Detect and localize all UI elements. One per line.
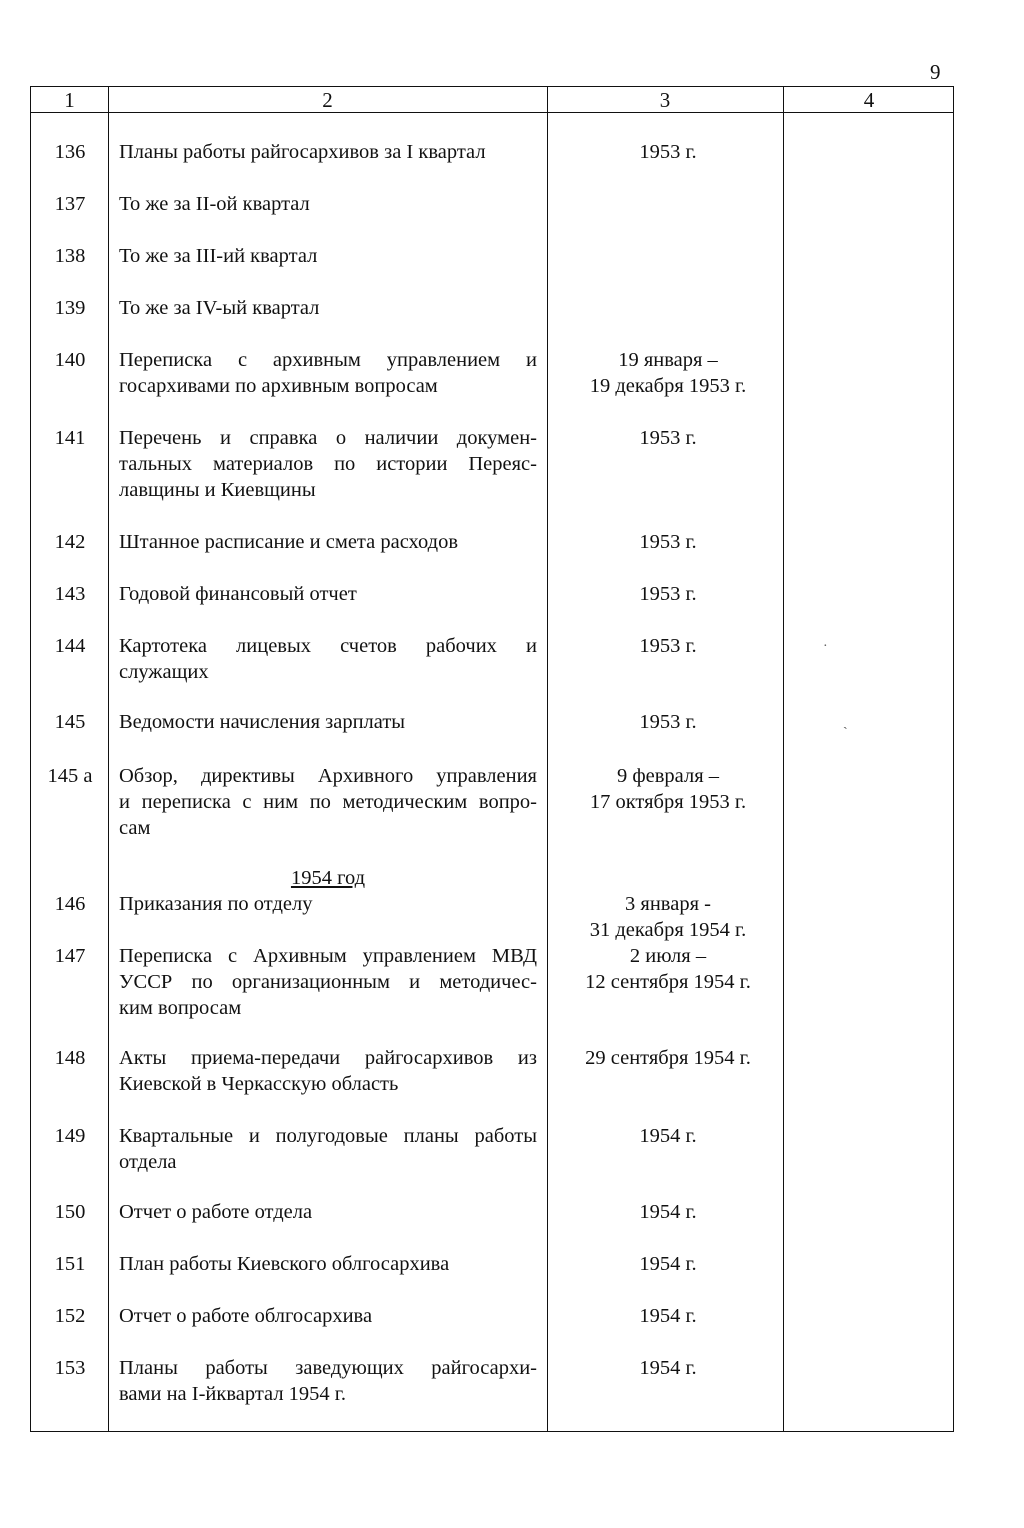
date-line: 1953 г.	[639, 141, 697, 163]
column-header-1: 1	[64, 88, 75, 112]
row-description	[119, 633, 537, 685]
row-date	[550, 1355, 786, 1381]
date-line: 1954 г.	[639, 1357, 697, 1379]
date-line: 1953 г.	[639, 531, 697, 553]
row-description	[119, 529, 537, 555]
row-number: 153	[54, 1357, 86, 1379]
row-number: 147	[54, 945, 86, 967]
row-number: 136	[54, 141, 86, 163]
date-line: 1953 г.	[639, 583, 697, 605]
row-date	[550, 1199, 786, 1225]
column-header-3: 3	[659, 88, 671, 112]
description-line: Штанное расписание и смета расходов	[119, 531, 459, 553]
row-description	[119, 1045, 537, 1097]
row-number: 140	[54, 349, 86, 371]
date-line: 1954 г.	[639, 1125, 697, 1147]
date-line: 17 октября 1953 г.	[589, 791, 747, 813]
date-line: 1953 г.	[639, 635, 697, 657]
description-line: госархивами по архивным вопросам	[119, 375, 438, 397]
column-header-4: 4	[863, 88, 875, 112]
row-date	[550, 1045, 786, 1071]
description-line: Отчет о работе облгосархива	[119, 1305, 373, 1327]
page-number: 9	[930, 60, 941, 84]
row-date	[550, 139, 786, 165]
date-line: 1954 г.	[639, 1253, 697, 1275]
column-divider	[783, 87, 784, 1431]
row-date	[550, 709, 786, 735]
description-line: Переписка с Архивным управлением МВД	[119, 945, 537, 967]
description-line: То же за IV-ый квартал	[119, 297, 320, 319]
description-line: То же за II-ой квартал	[119, 193, 310, 215]
row-date	[550, 347, 786, 399]
description-line: Приказания по отделу	[119, 893, 313, 915]
row-number: 148	[54, 1047, 86, 1069]
description-line: План работы Киевского облгосархива	[119, 1253, 450, 1275]
description-line: Квартальные и полугодовые планы работы	[119, 1125, 537, 1147]
date-line: 9 февраля –	[617, 765, 719, 787]
description-line: тальных материалов по истории Переяс-	[119, 453, 537, 475]
description-line: служащих	[119, 661, 209, 683]
row-date	[550, 763, 786, 815]
column-divider	[547, 87, 548, 1431]
row-description	[119, 347, 537, 399]
date-line: 1954 г.	[639, 1201, 697, 1223]
description-line: Переписка с архивным управлением и	[119, 349, 537, 371]
description-line: ким вопросам	[119, 997, 242, 1019]
scan-speck: ·	[823, 639, 828, 654]
date-line: 19 декабря 1953 г.	[589, 375, 747, 397]
row-description	[119, 243, 537, 269]
description-line: Годовой финансовый отчет	[119, 583, 357, 605]
row-description	[119, 709, 537, 735]
row-number: 142	[54, 531, 86, 553]
description-line: Планы работы заведующих райгосархи-	[119, 1357, 537, 1379]
row-number: 138	[54, 245, 86, 267]
row-number: 143	[54, 583, 86, 605]
description-line: Планы работы райгосархивов за I квартал	[119, 141, 486, 163]
description-line: Перечень и справка о наличии докумен-	[119, 427, 537, 449]
date-line: 19 января –	[618, 349, 718, 371]
date-line: 1953 г.	[639, 427, 697, 449]
row-description	[119, 191, 537, 217]
date-line: 29 сентября 1954 г.	[585, 1047, 751, 1069]
description-line: Отчет о работе отдела	[119, 1201, 313, 1223]
row-date	[550, 581, 786, 607]
description-line: УССР по организационным и методичес-	[119, 971, 537, 993]
row-number: 146	[54, 893, 86, 915]
date-line: 3 января -	[625, 893, 711, 915]
row-description	[119, 763, 537, 841]
row-date	[550, 943, 786, 995]
column-header-2: 2	[322, 88, 333, 112]
row-description	[119, 1123, 537, 1175]
row-number: 139	[54, 297, 86, 319]
row-description	[119, 1303, 537, 1329]
row-number: 144	[54, 635, 86, 657]
date-line: 1954 г.	[639, 1305, 697, 1327]
description-line: отдела	[119, 1151, 177, 1173]
row-number: 145 а	[47, 765, 93, 787]
row-date	[550, 425, 786, 451]
row-description	[119, 425, 537, 503]
header-divider	[31, 112, 953, 113]
date-line: 1953 г.	[639, 711, 697, 733]
row-date	[550, 1303, 786, 1329]
row-number: 145	[54, 711, 86, 733]
description-line: То же за III-ий квартал	[119, 245, 318, 267]
row-description	[119, 139, 537, 165]
row-description	[119, 1251, 537, 1277]
description-line: Киевской в Черкасскую область	[119, 1073, 399, 1095]
row-date	[550, 1123, 786, 1149]
row-date	[550, 891, 786, 943]
row-number: 150	[54, 1201, 86, 1223]
scan-speck: ˎ	[843, 715, 848, 730]
description-line: сам	[119, 817, 151, 839]
row-description	[119, 891, 537, 917]
description-line: Картотека лицевых счетов рабочих и	[119, 635, 537, 657]
row-description	[119, 1199, 537, 1225]
row-number: 149	[54, 1125, 86, 1147]
column-divider	[108, 87, 109, 1431]
row-description	[119, 295, 537, 321]
row-description	[119, 1355, 537, 1407]
description-line: Ведомости начисления зарплаты	[119, 711, 406, 733]
row-date	[550, 1251, 786, 1277]
row-description	[119, 943, 537, 1021]
description-line: лавщины и Киевщины	[119, 479, 316, 501]
row-number: 151	[54, 1253, 86, 1275]
row-date	[550, 633, 786, 659]
row-number: 152	[54, 1305, 86, 1327]
row-number: 137	[54, 193, 86, 215]
date-line: 2 июля –	[629, 945, 707, 967]
date-line: 31 декабря 1954 г.	[589, 919, 747, 941]
date-line: 12 сентября 1954 г.	[585, 971, 751, 993]
section-heading-year: 1954 год	[290, 867, 366, 889]
row-date	[550, 529, 786, 555]
description-line: Обзор, директивы Архивного управления	[119, 765, 537, 787]
description-line: вами на I-йквартал 1954 г.	[119, 1383, 347, 1405]
description-line: Акты приема-передачи райгосархивов из	[119, 1047, 537, 1069]
row-description	[119, 581, 537, 607]
inventory-table	[30, 86, 954, 1432]
description-line: и переписка с ним по методическим вопро-	[119, 791, 537, 813]
row-number: 141	[54, 427, 86, 449]
